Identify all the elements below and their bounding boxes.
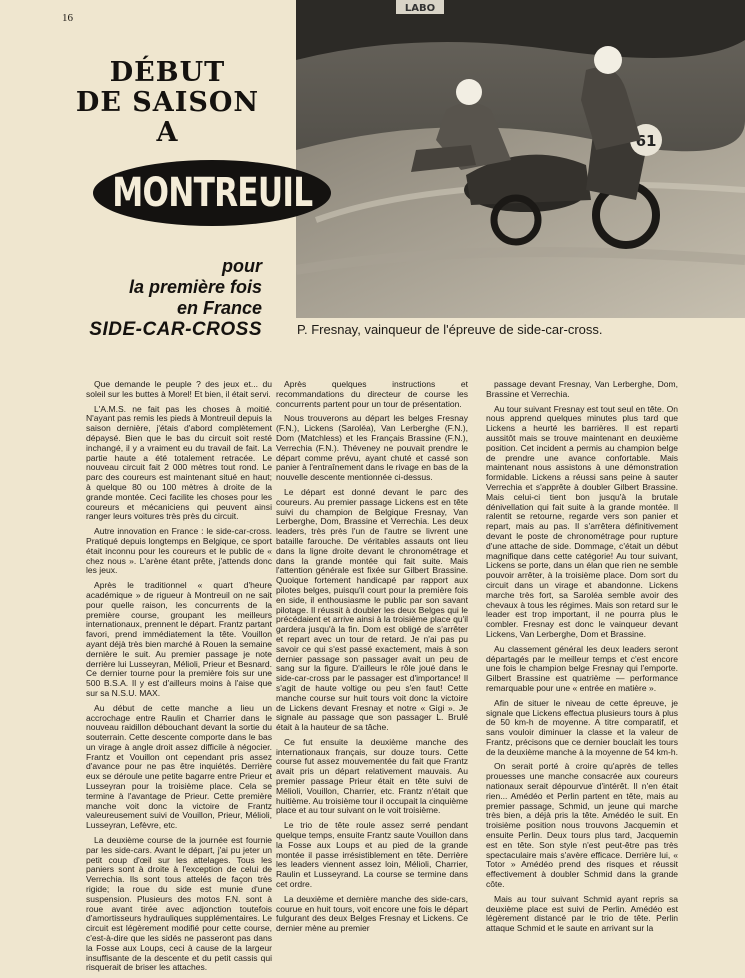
paragraph: L'A.M.S. ne fait pas les choses à moitié. N'ayant pas remis les pieds à Montreuil depuis la saison dernière, j'étais d'abord complètement dépaysé. Bien que le bas du circuit soit resté inchangé, il y a vraiment eu du travail de fait. La partie haute a été totalement retracée. Le nouveau circuit fait 2 000 mètres tout rond. Le parc des coureurs est maintenant situé en haut; à quelque 80 ou 100 mètres à droite de la grande montée. Ceci facilite les choses pour les coureurs et mécaniciens qui peuvent ainsi ranger leurs voitures très près du circuit.: [86, 403, 272, 522]
page-number: 16: [62, 12, 73, 24]
photo-sign-text: LABO: [404, 3, 436, 14]
headline-line-3: A: [156, 117, 179, 148]
paragraph: Ce fut ensuite la deuxième manche des internationaux français, sur douze tours. Cette course fut assez mouvementée du fait que Frantz avait pris un départ relativement mauvais. Au premier passage Prieur était en tête suivi de Mélioli, Vouillon, Charrier, etc. Frantz n'était que huitième. Au troisième tour il occupait la cinquième place et au tour suivant on le voit troisième.: [276, 736, 468, 816]
paragraph: Au tour suivant Fresnay est tout seul en tête. On nous apprend quelques minutes plus tard que Lickens a heurté les barrières. Il est reparti aussitôt mais se trouve maintenant en deuxième position. Cet incident a permis au champion belge de prendre une avance confortable. Mais maintenant nous assistons à une démonstration formidable. Lickens a réussi sans peine à sauter Verrechia et s'apprête à doubler Gilbert Brassine. Mais celui-ci tient bon jusqu'à la brutale dénivellation qui fait suite à la grande montée. Il ralentit se retourne, regarde vers son panier et repart, mais au pas. Il s'arrêtera définitivement devant le poste de chronométrage pour rupture d'une attache de side. Dommage, c'était un début magnifique dans cette catégorie! Au tour suivant, Lickens se porte, dans un élan que rien ne semble pouvoir arrêter, à la troisième place. Dom sort du circuit dans un virage et abandonne. Lickens marche très fort, sa Saroléa semble avoir des chevaux à tous les régimes. Mais son retard sur le leader est trop important, il ne pourra plus le combler. Fresnay est donc le vainqueur devant Lickens, Van Lerberghe, Dom et Brassine.: [486, 403, 678, 639]
headline-line-2: DE SAISON: [75, 87, 260, 118]
paragraph: Que demande le peuple ? des jeux et... du soleil sur les buttes à Morel! Et bien, il était servi.: [86, 379, 272, 399]
headline: [40, 58, 295, 148]
paragraph: Au classement général les deux leaders seront départagés par le meilleur temps et c'est encore une fois le champion belge Fresnay qui l'emporte. Gilbert Brassine est quatrième — performance remarquable pour une « entrée en matière ».: [486, 643, 678, 693]
race-photo: [296, 0, 745, 318]
subhead-line-3: en France: [176, 298, 262, 318]
paragraph: Mais au tour suivant Schmid ayant repris sa deuxième place est suivi de Perlin. Amédéo est légèrement distancé par le trio de tête. Perlin attaque Schmid et le saute en arrivant sur la: [486, 893, 678, 934]
subhead-line-1: pour: [222, 256, 262, 276]
sidecar-photo-illustration: [296, 0, 745, 318]
paragraph: Après quelques instructions et recommandations du directeur de course les concurrents partent pour un tour de présentation.: [276, 379, 468, 409]
paragraph: La deuxième course de la journée est fournie par les side-cars. Avant le départ, j'ai pu jeter un petit coup d'œil sur les attelages. Tous les paniers sont à droite à l'exception de celui de Verrechia. Ils sont tous attelés de façon très rigide; la roue du side est munie d'une suspension. Plusieurs des motos F.N. sont à roue avant tirée avec adjonction toutefois d'amortisseurs hydrauliques supplémentaires. Le circuit est légèrement modifié pour cette course, c'est-à-dire que les sidés ne passeront pas dans la Fosse aux Loups, ceci à cause de la largeur insuffisante de la descente et du petit cassis qui risquerait de briser les attaches.: [86, 835, 272, 973]
article-column-3: [486, 380, 678, 939]
paragraph: Le trio de tête roule assez serré pendant quelque temps, ensuite Frantz saute Vouillon dans la Fosse aux Loups et au pied de la grande montée il passe irrésistiblement en tête. Derrière les leaders viennent assez loin, Mélioli, Charrier, Raulin et Lusseyrand. La course se termine dans cet ordre.: [276, 820, 468, 890]
paragraph: Au début de cette manche a lieu un accrochage entre Raulin et Charrier dans le nouveau raidillon débouchant devant la sortie du souterrain. Cette descente comporte dans le bas un virage à angle droit assez difficile à négocier. Frantz et Vouillon ont cependant pris assez d'avance pour ne pas être inquiétés. Derrière eux se déroule une petite bagarre entre Prieur et Lusseyran pour la troisième place. Cela se termine à l'avantage de Prieur. Cette première manche voit donc la victoire de Frantz valeureusement suivi de Vouillon, Prieur, Mélioli, Lusseyran, Lefèvre, etc.: [86, 702, 272, 831]
photo-caption: P. Fresnay, vainqueur de l'épreuve de side-car-cross.: [297, 322, 603, 337]
paragraph: Le départ est donné devant le parc des coureurs. Au premier passage Lickens est en tête suivi du champion de Belgique Fresnay, Van Lerberghe, Dom, Brassine et Verrechia. Les deux leaders, très près l'un de l'autre se livrent une bataille farouche. De véritables assauts ont lieu dans la ligne droite devant le chronométrage et dans la grande montée qui fait suite. Mais l'attention générale est fixée sur Gilbert Brassine. Quoique fortement handicapé par rapport aux pilotes belges, puisqu'il court pour la première fois en side, il enthousiasme le public par son savant pilotage. Il réussit à doubler les deux Belges qui le précédaient et arrive ainsi à la troisième place qu'il gardera jusqu'à la fin. Dom est obligé de s'arrêter et repart avec un tour de retard. Je n'ai pas pu savoir ce qui s'est passé exactement, mais à son dernier passage son passager avait un peu de sang sur la figure. D'ailleurs le rôle joué dans le side-car-cross par le passager est d'importance! Il s'agit de haute voltige ou peu s'en faut! Cette manche course sur huit tours voit donc la victoire de Lickens devant Fresnay et notre « Gigi ». Je signale au passage que son passager L. Brulé était à la hauteur de sa tâche.: [276, 486, 468, 733]
paragraph: Autre innovation en France : le side-car-cross. Pratiqué depuis longtemps en Belgique, ce sport était inconnu pour les coureurs et le public de « chez nous ». L'arène étant prête, j'attends donc les jeux.: [86, 526, 272, 576]
plate-number: 61: [635, 132, 657, 150]
headline-oval-text: MONTREUIL: [111, 170, 313, 216]
paragraph: Après le traditionnel « quart d'heure académique » de rigueur à Montreuil on ne sait pour quelle raison, les concurrents de la première course, groupant les meilleurs internationaux, prennent le départ. Frantz partant favori, prend immédiatement la tête. Vouillon ayant déjà très bien marché à Rouen la semaine dernière le suit. Au premier passage je note derrière lui Lusseyran, Mélioli, Prieur et Besnard. Ce dernier tourne pour la première fois sur une 500 B.S.A. Il y est d'ailleurs moins à l'aise que sur sa N.S.U. MAX.: [86, 580, 272, 698]
paragraph: passage devant Fresnay, Van Lerberghe, Dom, Brassine et Verrechia.: [486, 379, 678, 399]
subhead: [40, 256, 262, 340]
subhead-line-4: SIDE-CAR-CROSS: [89, 319, 262, 340]
paragraph: Afin de situer le niveau de cette épreuve, je signale que Lickens effectua plusieurs tours à plus de 50 km-h de moyenne. A titre comparatif, et sans vouloir diminuer la classe et la valeur de Frantz, précisons que ce dernier bouclait les tours de la deuxième manche à la moyenne de 54 km-h.: [486, 697, 678, 757]
paragraph: On serait porté à croire qu'après de telles prouesses une manche consacrée aux coureurs nationaux serait dépourvue d'intérêt. Il n'en était rien... Amédéo et Perlin partent en tête, mais au premier passage, Schmid, un jeune qui marche très bien, a déjà pris la tête. Amédéo le suit. En troisième position nous trouvons Jacquemin et ensuite Perlin. Deux tours plus tard, Jacquemin est en tête. Son style n'est peut-être pas très spectaculaire mais s'avère efficace. Derrière lui, « Totor » Amédéo prend des risques et réussit effectivement à doubler Schmid dans la grande côte.: [486, 761, 678, 890]
article-column-2: [276, 380, 468, 939]
headline-line-1: DÉBUT: [109, 57, 226, 88]
paragraph: La deuxième et dernière manche des side-cars, courue en huit tours, voit encore une fois le départ fulgurant des deux Belges Fresnay et Lickens. Ce dernier mène au premier: [276, 893, 468, 934]
paragraph: Nous trouverons au départ les belges Fresnay (F.N.), Lickens (Saroléa), Van Lerberghe (F.N.), Dom (Matchless) et les Français Brassine (F.N.), Verrechia (F.N.). Théveney ne pouvait prendre le départ comme prévu, ayant chuté et cassé son panier à l'entraînement dans le rivage en bas de la nouvelle descente mentionnée ci-dessus.: [276, 413, 468, 483]
article-column-1: [86, 380, 272, 978]
subhead-line-2: la première fois: [128, 277, 262, 297]
headline-oval: [93, 160, 331, 226]
